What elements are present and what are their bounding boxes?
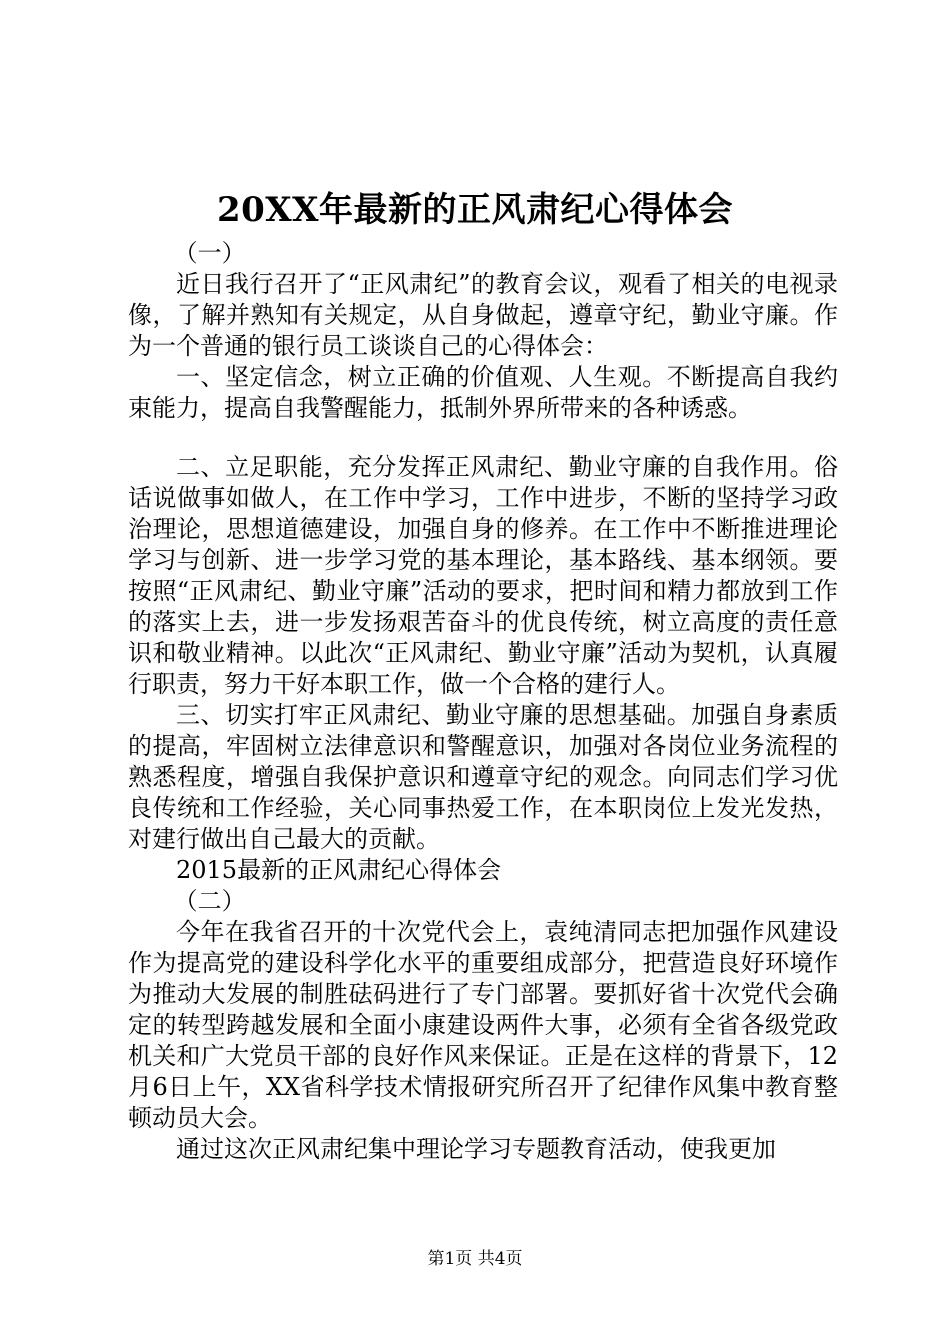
document-body: [128, 238, 838, 1165]
document-title: 20XX年最新的正风肃纪心得体会: [216, 190, 734, 230]
subtitle-2015: 2015最新的正风肃纪心得体会: [176, 856, 502, 884]
paragraph-point-three: 三、切实打牢正风肃纪、勤业守廉的思想基础。加强自身素质的提高，牢固树立法律意识和警醒意识，加强对各岗位业务流程的熟悉程度，增强自我保护意识和遵章守纪的观念。向同志们学习优良传统和工作经验，关心同事热爱工作，在本职岗位上发光发热，对建行做出自己最大的贡献。: [128, 701, 838, 853]
section-label-two: （二）: [173, 887, 246, 915]
paragraph-intro: 近日我行召开了“正风肃纪”的教育会议，观看了相关的电视录像，了解并熟知有关规定，从自身做起，遵章守纪，勤业守廉。作为一个普通的银行员工谈谈自己的心得体会：: [128, 270, 838, 360]
paragraph-point-two: 二、立足职能，充分发挥正风肃纪、勤业守廉的自我作用。俗话说做事如做人，在工作中学习，工作中进步，不断的坚持学习政治理论，思想道德建设，加强自身的修养。在工作中不断推进理论学习与创新、进一步学习党的基本理论，基本路线、基本纲领。要按照“正风肃纪、勤业守廉”活动的要求，把时间和精力都放到工作的落实上去，进一步发扬艰苦奋斗的优良传统，树立高度的责任意识和敬业精神。以此次“正风肃纪、勤业守廉”活动为契机，认真履行职责，努力干好本职工作，做一个合格的建行人。: [128, 453, 838, 698]
paragraph-closing: 通过这次正风肃纪集中理论学习专题教育活动，使我更加: [176, 1135, 776, 1163]
paragraph-point-one: 一、坚定信念，树立正确的价值观、人生观。不断提高自我约束能力，提高自我警醒能力，抵制外界所带来的各种诱惑。: [128, 363, 838, 422]
section-label-one: （一）: [173, 239, 246, 267]
paragraph-party-congress: 今年在我省召开的十次党代会上，袁纯清同志把加强作风建设作为提高党的建设科学化水平的重要组成部分，把营造良好环境作为推动大发展的制胜砝码进行了专门部署。要抓好省十次党代会确定的转型跨越发展和全面小康建设两件大事，必须有全省各级党政机关和广大党员干部的良好作风来保证。正是在这样的背景下，12月6日上午，XX省科学技术情报研究所召开了纪律作风集中教育整顿动员大会。: [128, 918, 838, 1132]
page-footer: 第1页 共4页: [427, 1249, 523, 1269]
